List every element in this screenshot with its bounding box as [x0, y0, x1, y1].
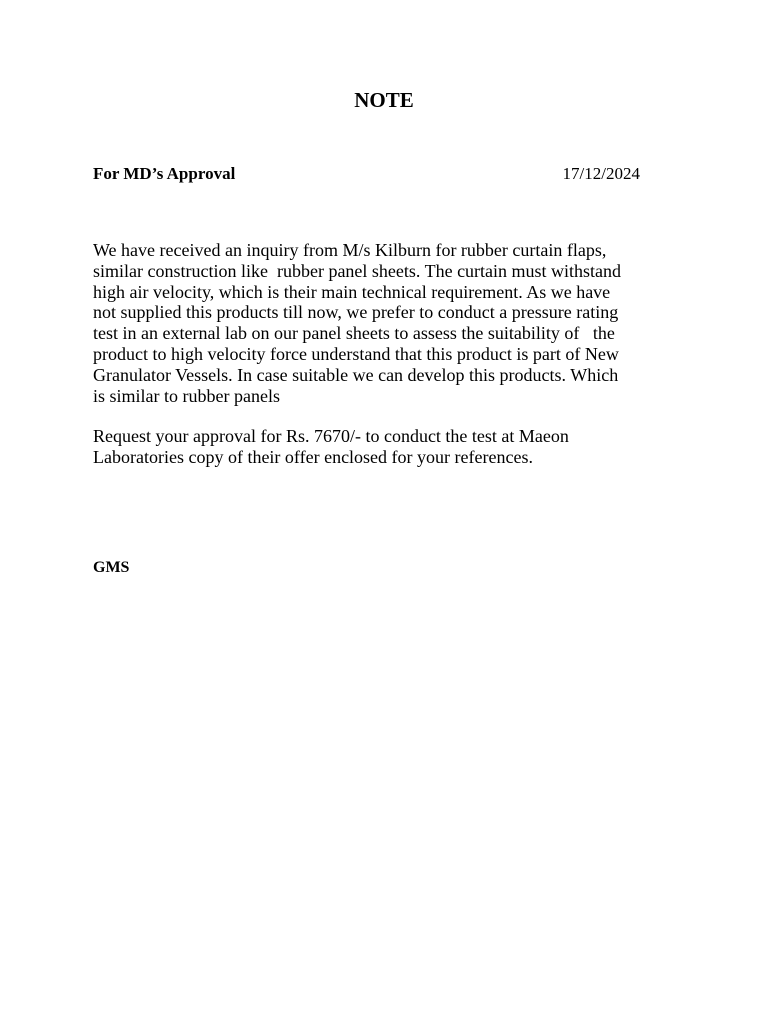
paragraph-line: Laboratories copy of their offer enclosed for your references.: [93, 446, 533, 467]
body-paragraph-1: [93, 240, 668, 406]
paragraph-line: high air velocity, which is their main technical requirement. As we have: [93, 281, 611, 302]
paragraph-line: test in an external lab on our panel sheets to assess the suitability of the: [93, 323, 615, 344]
paragraph-line: is similar to rubber panels: [93, 385, 280, 406]
signature: GMS: [93, 559, 130, 576]
paragraph-line: not supplied this products till now, we prefer to conduct a pressure rating: [93, 302, 619, 323]
note-date: 17/12/2024: [562, 164, 640, 183]
paragraph-line: product to high velocity force understand that this product is part of New: [93, 343, 619, 364]
approval-label: For MD’s Approval: [93, 164, 236, 183]
document-title: NOTE: [354, 88, 414, 112]
paragraph-line: Request your approval for Rs. 7670/- to conduct the test at Maeon: [93, 426, 569, 446]
paragraph-line: We have received an inquiry from M/s Kilburn for rubber curtain flaps,: [93, 240, 607, 260]
paragraph-line: Granulator Vessels. In case suitable we can develop this products. Which: [93, 364, 619, 385]
body-paragraph-2: [93, 426, 668, 468]
paragraph-line: similar construction like rubber panel sheets. The curtain must withstand: [93, 260, 622, 281]
approval-header-row: [93, 163, 640, 185]
